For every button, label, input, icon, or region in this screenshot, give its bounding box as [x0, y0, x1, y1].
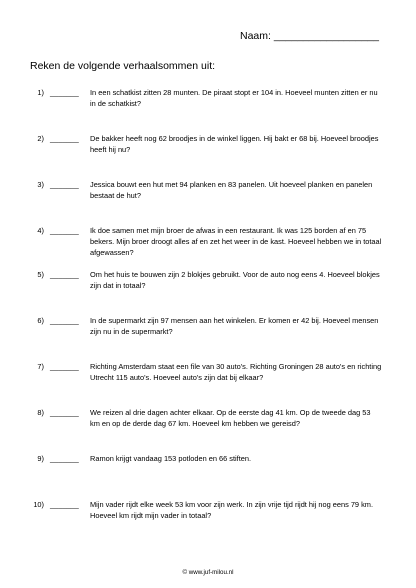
question-number: 3) — [37, 180, 44, 189]
question-number: 6) — [37, 316, 44, 325]
question-number: 5) — [37, 270, 44, 279]
answer-blank: _______ — [50, 408, 79, 417]
question-text: In de supermarkt zijn 97 mensen aan het winkelen. Er komen er 42 bij. Hoeveel mensen zijn nu in de supermarkt? — [90, 316, 379, 336]
copyright-footer: © www.juf-milou.nl — [182, 569, 234, 576]
answer-blank: _______ — [50, 316, 79, 325]
answer-blank: _______ — [50, 226, 79, 235]
instruction-heading: Reken de volgende verhaalsommen uit: — [30, 60, 216, 72]
question-number: 1) — [37, 88, 44, 97]
question-text: Mijn vader rijdt elke week 53 km voor zijn werk. In zijn vrije tijd rijdt hij nog eens 79 km. Hoeveel km rijdt mijn vader in totaal? — [90, 500, 374, 520]
question-number: 2) — [37, 134, 44, 143]
question-number: 8) — [37, 408, 44, 417]
question-text: Ramon krijgt vandaag 153 potloden en 66 stiften. — [90, 454, 252, 463]
question-text: Jessica bouwt een hut met 94 planken en 83 panelen. Uit hoeveel planken en panelen bestaat de hut? — [90, 180, 373, 200]
question-text: Ik doe samen met mijn broer de afwas in een restaurant. Ik was 125 borden af en 75 bekers. Mijn broer droogt alles af en zet het weer in de kast. Hoeveel hebben we in totaal afgewassen? — [90, 226, 382, 257]
question-text: Richting Amsterdam staat een file van 30 auto's. Richting Groningen 28 auto's en richting Utrecht 115 auto's. Hoeveel auto's zijn dat bij elkaar? — [90, 362, 382, 382]
name-field — [240, 30, 379, 42]
question-number: 10) — [33, 500, 44, 509]
name-blank-line: __________________ — [273, 30, 379, 42]
answer-blank: _______ — [50, 134, 79, 143]
question-text: De bakker heeft nog 62 broodjes in de winkel liggen. Hij bakt er 68 bij. Hoeveel broodjes heeft hij nu? — [90, 134, 379, 154]
answer-blank: _______ — [50, 362, 79, 371]
answer-blank: _______ — [50, 88, 79, 97]
name-label: Naam: — [240, 30, 271, 42]
question-text: We reizen al drie dagen achter elkaar. Op de eerste dag 41 km. Op de tweede dag 53 km en op de derde dag 67 km. Hoeveel km hebben we gereisd? — [90, 408, 371, 428]
question-number: 4) — [37, 226, 44, 235]
answer-blank: _______ — [50, 180, 79, 189]
question-number: 7) — [37, 362, 44, 371]
question-text: In een schatkist zitten 28 munten. De piraat stopt er 104 in. Hoeveel munten zitten er nu in de schatkist? — [90, 88, 378, 108]
question-text: Om het huis te bouwen zijn 2 blokjes gebruikt. Voor de auto nog eens 4. Hoeveel blokjes zijn dat in totaal? — [90, 270, 380, 290]
answer-blank: _______ — [50, 270, 79, 279]
answer-blank: _______ — [50, 500, 79, 509]
answer-blank: _______ — [50, 454, 79, 463]
question-number: 9) — [37, 454, 44, 463]
